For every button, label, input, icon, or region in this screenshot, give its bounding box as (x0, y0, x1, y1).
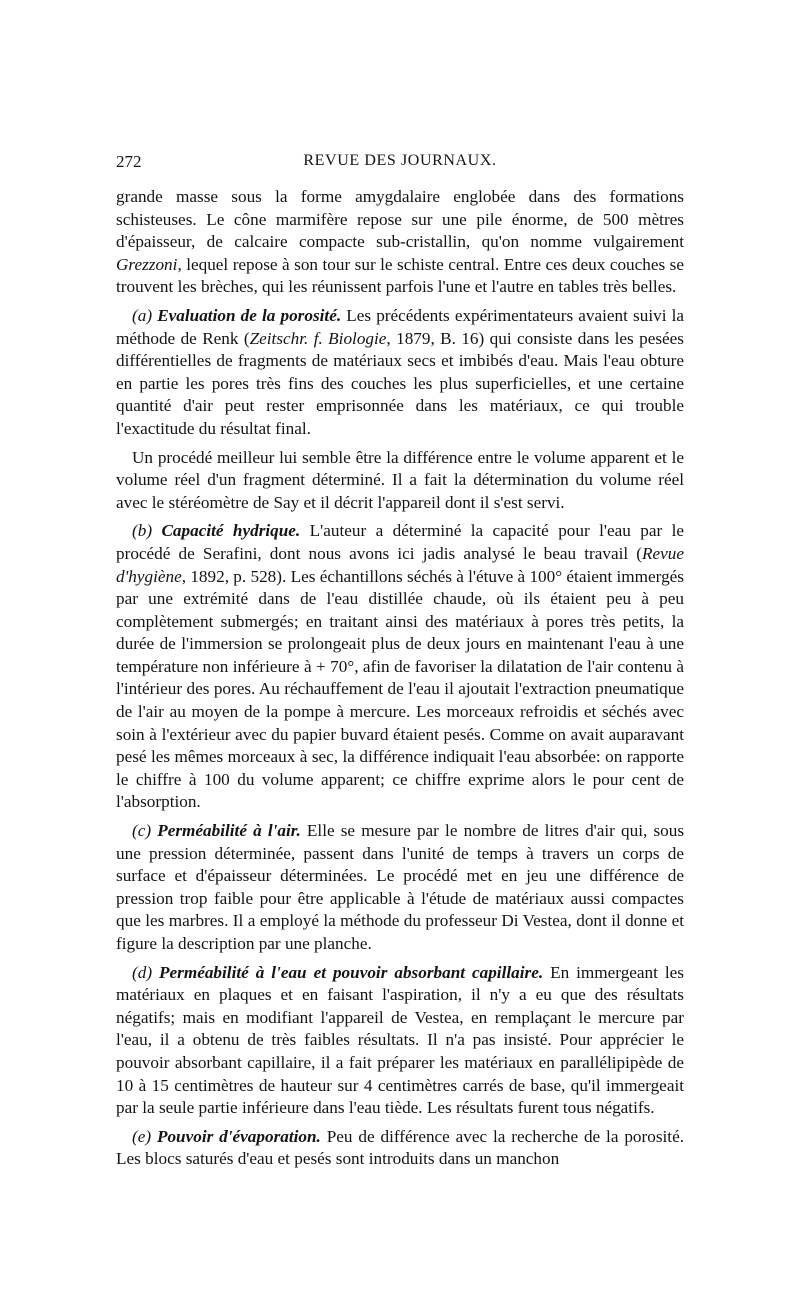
section-title: Evaluation de la porosité. (157, 305, 342, 325)
section-a-porosity (116, 305, 684, 441)
section-c-air-permeability (116, 820, 684, 956)
journal-title: REVUE DES JOURNAUX. (303, 152, 497, 169)
page (116, 152, 684, 1177)
section-label: (c) (132, 821, 152, 841)
section-label: (a) (132, 305, 153, 325)
text-run: L'auteur a déterminé la capacité pour l'eau par le procédé de Serafini, dont nous avons ici jadis analysé le beau travail ( (116, 521, 684, 563)
text-run: , 1879, B. 16) qui consiste dans les pesées différentielles de fragments de matériaux secs et imbibés d'eau. Mais l'eau obture en partie les pores très fins des couches les plus superficielles, et une certaine quantité d'air peut rester emprisonnée dans les matériaux, ce qui trouble l'exactitude du résultat final. (116, 328, 684, 438)
section-title: Perméabilité à l'air. (157, 821, 301, 841)
citation-journal: Revue d'hygiène (116, 543, 684, 586)
text-run: , 1892, p. 528). Les échantillons séchés à l'étuve à 100° étaient immergés par une extrémité dans de l'eau distillée chaude, où ils étaient peu à peu complètement submergés; en traitant ainsi des matériaux à pores très petits, la durée de l'immersion se prolongeait plus de deux jours en maintenant l'eau à une température non inférieure à + 70°, afin de favoriser la dilatation de l'air contenu à l'intérieur des pores. Au réchauffement de l'eau il ajoutait l'extraction pneumatique de l'air au moyen de la pompe à mercure. Les morceaux refroidis et séchés avec soin à l'extérieur avec du papier buvard étaient pesés. Comme on avait auparavant pesé les mêmes morceaux à sec, la différence indiquait l'eau absorbée: on rapporte le chiffre à 100 du volume apparent; ce chiffre exprime alors le pour cent de l'absorption. (116, 566, 684, 812)
text-run: grande masse sous la forme amygdalaire englobée dans des formations schisteuses. Le cône marmifère repose sur une pile énorme, de 500 mètres d'épaisseur, de calcaire compacte sub-cristallin, qu'on nomme vulgairement (116, 187, 684, 252)
running-head (116, 152, 684, 176)
section-a-continuation (116, 447, 684, 515)
text-run: Elle se mesure par le nombre de litres d'air qui, sous une pression déterminée, passent dans l'unité de temps à travers un corps de surface et d'épaisseur déterminées. Le procédé met en jeu une différence de pression trop faible pour être applicable à l'étude de matériaux aussi compactes que les marbres. Il a employé la méthode du professeur Di Vestea, dont il donne et figure la description par une planche. (116, 821, 685, 953)
section-label: (b) (132, 521, 153, 541)
text-run: Les précédents expérimentateurs avaient suivi la méthode de Renk ( (116, 305, 685, 348)
section-title: Pouvoir d'évaporation. (156, 1126, 321, 1146)
section-label: (e) (132, 1126, 152, 1146)
text-run: Peu de différence avec la recherche de la porosité. Les blocs saturés d'eau et pesés sont introduits dans un manchon (116, 1126, 684, 1169)
section-title: Capacité hydrique. (161, 521, 301, 541)
section-e-evaporation (116, 1126, 684, 1171)
page-number: 272 (116, 152, 142, 171)
citation-journal: Zeitschr. f. Biologie (249, 328, 387, 348)
section-b-hydric-capacity (116, 520, 684, 814)
section-title: Perméabilité à l'eau et pouvoir absorbant capillaire. (159, 962, 544, 982)
text-run: En immergeant les matériaux en plaques et en faisant l'aspiration, il n'y a eu que des résultats négatifs; mais en modifiant l'appareil de Vestea, en remplaçant le mercure par l'eau, il a obtenu de très faibles résultats. Il n'a pas insisté. Pour apprécier le pouvoir absorbant capillaire, il a fait préparer les matériaux en parallélipipède de 10 à 15 centimètres de hauteur sur 4 centimètres carrés de base, qu'il immergeait par la seule partie inférieure dans l'eau tiède. Les résultats furent tous négatifs. (116, 962, 684, 1118)
text-run: Un procédé meilleur lui semble être la différence entre le volume apparent et le volume réel d'un fragment déterminé. Il a fait la détermination du volume réel avec le stéréomètre de Say et il décrit l'appareil dont il s'est servi. (116, 447, 684, 512)
section-d-water-permeability (116, 962, 684, 1120)
text-run: , lequel repose à son tour sur le schiste central. Entre ces deux couches se trouvent les brèches, qui les réunissent parfois l'une et l'autre en tables très belles. (116, 254, 684, 297)
section-label: (d) (132, 962, 153, 982)
article-body (116, 186, 684, 1171)
paragraph-continuation (116, 186, 684, 299)
italic-term: Grezzoni (116, 254, 178, 274)
